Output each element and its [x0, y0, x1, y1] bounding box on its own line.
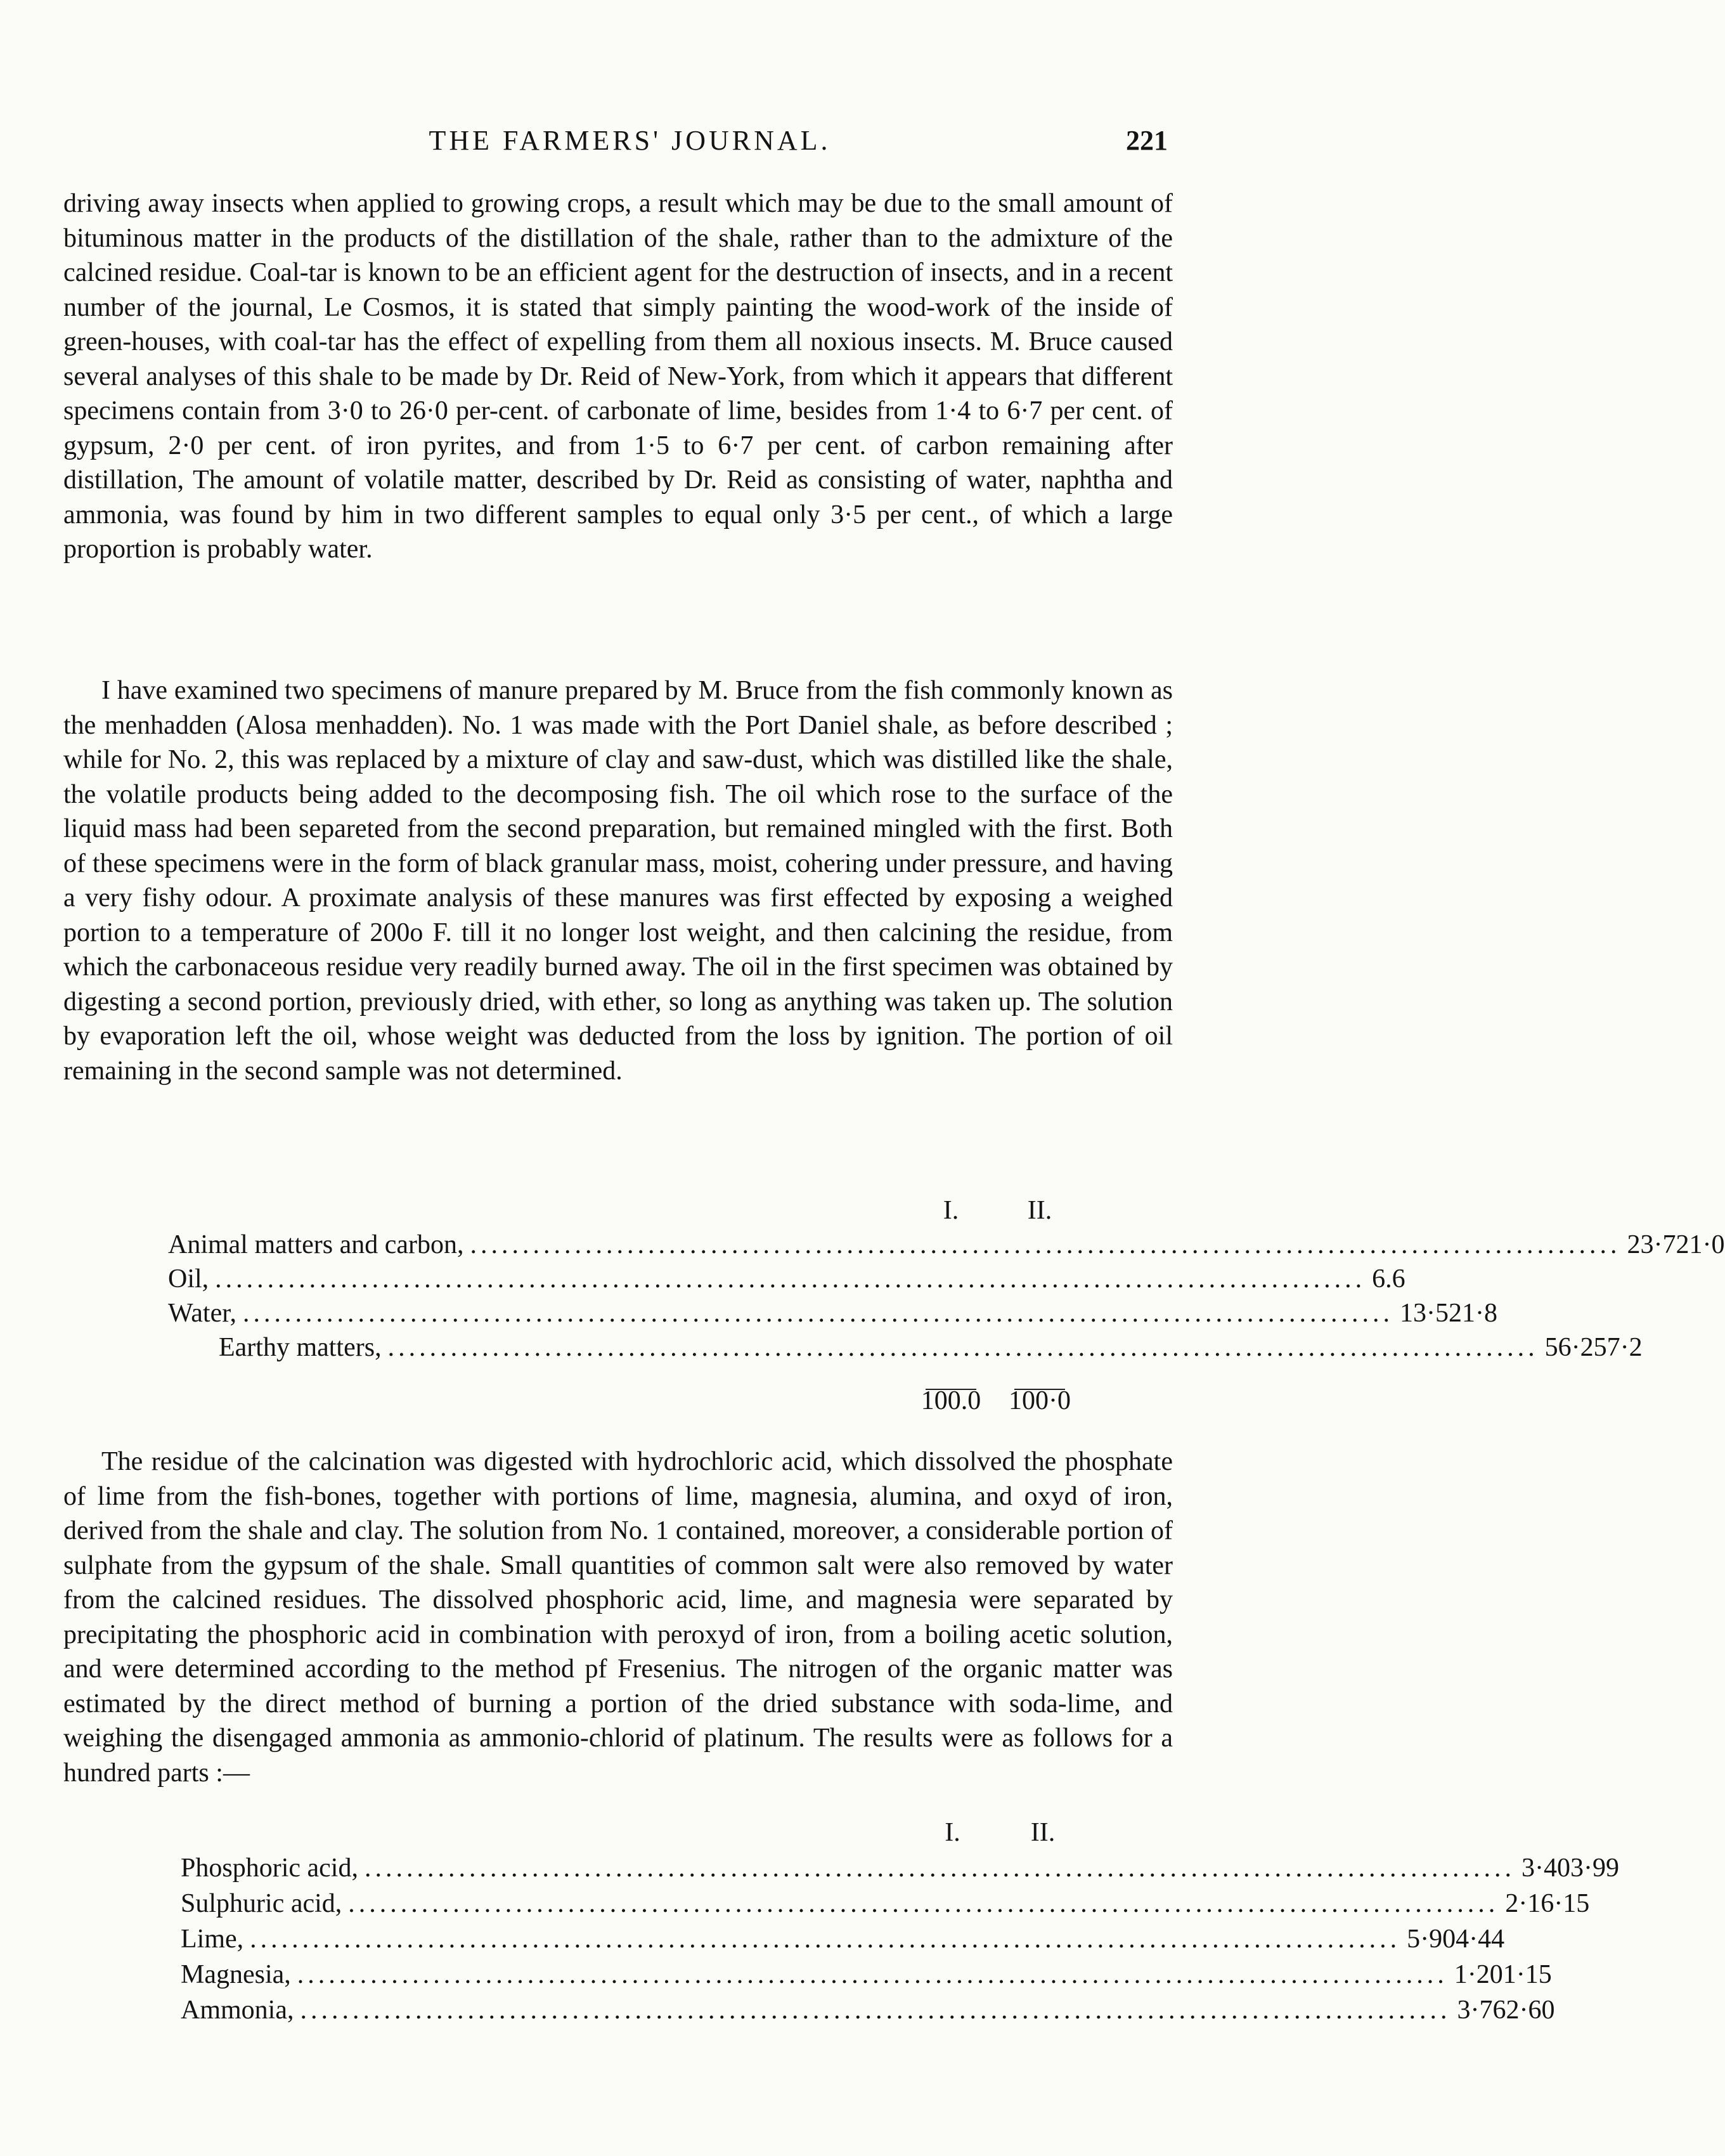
table-row — [168, 1332, 1643, 1367]
row-label: Water, — [168, 1299, 237, 1328]
column-header-2: II. — [1030, 1818, 1056, 1847]
dot-leader: .............................................................................................................. — [470, 1230, 1621, 1259]
value-1: 2·16 — [1505, 1889, 1554, 1918]
paragraph-1-block — [63, 186, 1173, 567]
page-header — [63, 124, 1196, 162]
value-1: 5·90 — [1407, 1925, 1456, 1954]
value-2: 1·15 — [1502, 1960, 1552, 1989]
dot-leader: .............................................................................................................. — [364, 1854, 1515, 1883]
value-1: 23·7 — [1627, 1230, 1676, 1259]
table-row — [168, 1264, 1405, 1298]
table-row — [181, 1924, 1505, 1959]
value-2: 2·60 — [1506, 1996, 1555, 2025]
value-1: 1·20 — [1454, 1960, 1503, 1989]
table-header-row — [168, 1195, 1087, 1230]
table-row — [181, 1888, 1590, 1924]
table-header-row — [181, 1817, 1090, 1853]
row-label: Phosphoric acid, — [181, 1854, 358, 1883]
paragraph-2-block — [63, 673, 1173, 1088]
column-header-2: II. — [1027, 1196, 1052, 1225]
dot-leader: .............................................................................................................. — [215, 1264, 1366, 1294]
table-row — [168, 1298, 1498, 1332]
column-header-1: I. — [945, 1818, 960, 1847]
page-number: 221 — [1126, 125, 1168, 156]
row-label: Oil, — [168, 1264, 209, 1294]
running-title: THE FARMERS' JOURNAL. — [429, 125, 831, 156]
paragraph-1: driving away insects when applied to growing crops, a result which may be due to the small amount of bituminous matter in the products of the distillation of the shale, rather than to the admixture of the calcined residue. Coal-tar is known to be an efficient agent for the destruction of insects, and in a recent number of the journal, Le Cosmos, it is stated that simply painting the wood-work of the inside of green-houses, with coal-tar has the effect of expelling from them all noxious insects. M. Bruce caused several analyses of this shale to be made by Dr. Reid of New-York, from which it appears that different specimens contain from 3·0 to 26·0 per-cent. of carbonate of lime, besides from 1·4 to 6·7 per cent. of gypsum, 2·0 per cent. of iron pyrites, and from 1·5 to 6·7 per cent. of carbon remaining after distillation, The amount of volatile matter, described by Dr. Reid as consisting of water, naphtha and ammonia, was found by him in two different samples to equal only 3·5 per cent., of which a large proportion is probably water. — [63, 189, 1173, 564]
table-row — [181, 1853, 1619, 1888]
row-label: Magnesia, — [181, 1960, 291, 1989]
table-row — [181, 1995, 1555, 2030]
value-2: 3·99 — [1570, 1854, 1619, 1883]
dot-leader: .............................................................................................................. — [387, 1333, 1539, 1362]
paragraph-2: I have examined two specimens of manure prepared by M. Bruce from the fish commonly known as the menhadden (Alosa menhadden). No. 1 was made with the Port Daniel shale, as before described ; while for No. 2, this was replaced by a mixture of clay and saw-dust, which was distilled like the shale, the volatile products being added to the decomposing fish. The oil which rose to the surface of the liquid mass had been separeted from the second preparation, but remained mingled with the first. Both of these specimens were in the form of black granular mass, moist, cohering under pressure, and having a very fishy odour. A proximate analysis of these manures was first effected by exposing a weighed portion to a temperature of 200o F. till it no longer lost weight, and then calcining the residue, from which the carbonaceous residue very readily burned away. The oil in the first specimen was obtained by digesting a second portion, previously dried, with ether, so long as anything was taken up. The solution by evaporation left the oil, whose weight was deducted from the loss by ignition. The portion of oil remaining in the second sample was not determined. — [63, 676, 1173, 1086]
results-table — [181, 1817, 1619, 2030]
value-1: 6.6 — [1372, 1264, 1405, 1294]
row-label: Lime, — [181, 1925, 244, 1954]
proximate-analysis-table — [168, 1195, 1725, 1420]
value-2: 4·44 — [1456, 1925, 1505, 1954]
dot-leader: .............................................................................................................. — [250, 1925, 1401, 1954]
value-1: 13·5 — [1400, 1299, 1449, 1328]
value-1: 3·76 — [1457, 1996, 1506, 2025]
row-label: Earthy matters, — [219, 1333, 382, 1362]
value-2: ·15 — [1554, 1889, 1590, 1918]
row-label: Animal matters and carbon, — [168, 1230, 464, 1259]
column-header-1: I. — [943, 1196, 959, 1225]
dot-leader: .............................................................................................................. — [297, 1960, 1448, 1989]
value-2: 21·8 — [1449, 1299, 1498, 1328]
total-rule — [168, 1367, 1087, 1386]
total-1: 100.0 — [921, 1386, 981, 1415]
table-row — [168, 1230, 1725, 1264]
value-2: 57·2 — [1593, 1333, 1643, 1362]
row-label: Ammonia, — [181, 1996, 294, 2025]
total-2: 100·0 — [1009, 1386, 1071, 1415]
dot-leader: .............................................................................................................. — [348, 1889, 1499, 1918]
value-1: 56·2 — [1544, 1333, 1594, 1362]
table-row — [181, 1959, 1552, 1995]
dot-leader: .............................................................................................................. — [243, 1299, 1394, 1328]
value-2: 21·0 — [1676, 1230, 1725, 1259]
paragraph-3: The residue of the calcination was digested with hydrochloric acid, which dissolved the phosphate of lime from the fish-bones, together with portions of lime, magnesia, alumina, and oxyd of iron, derived from the shale and clay. The solution from No. 1 contained, moreover, a considerable portion of sulphate from the gypsum of the shale. Small quantities of common salt were also removed by water from the calcined residues. The dissolved phosphoric acid, lime, and magnesia were separated by precipitating the phosphoric acid in combination with peroxyd of iron, from a boiling acetic solution, and were determined according to the method pf Fresenius. The nitrogen of the organic matter was estimated by the direct method of burning a portion of the dried substance with soda-lime, and weighing the disengaged ammonia as ammonio-chlorid of platinum. The results were as follows for a hundred parts :— — [63, 1447, 1173, 1788]
paragraph-3-block — [63, 1445, 1173, 1790]
row-label: Sulphuric acid, — [181, 1889, 342, 1918]
total-row — [168, 1386, 1087, 1420]
dot-leader: .............................................................................................................. — [300, 1996, 1451, 2025]
value-1: 3·40 — [1521, 1854, 1570, 1883]
